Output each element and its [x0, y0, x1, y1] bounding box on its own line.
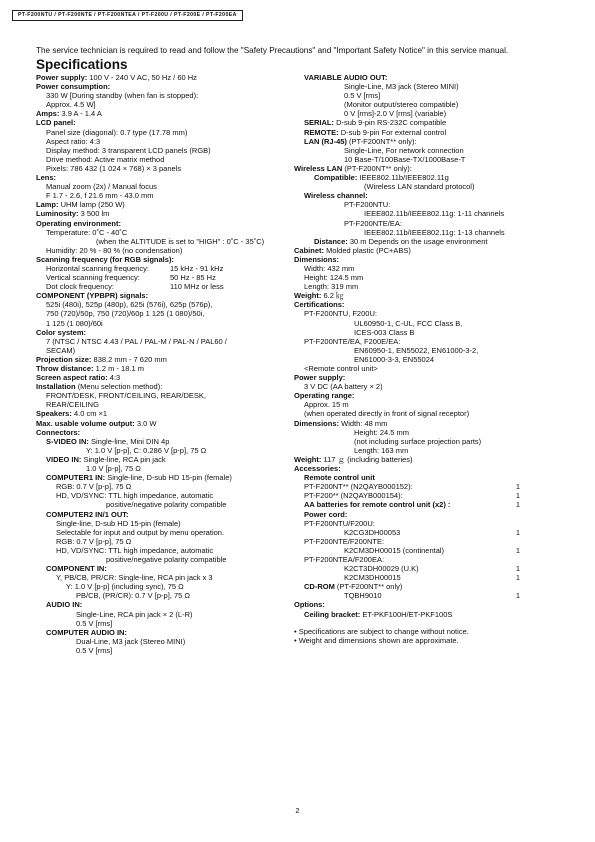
model-header-tab: PT-F200NTU / PT-F200NTE / PT-F200NTEA / PT-F200U / PT-F200E / PT-F200EA [12, 10, 243, 21]
accessory-quantity: 1 [515, 591, 520, 601]
spec-row [294, 118, 564, 127]
spec-row [294, 128, 564, 137]
spec-row [294, 73, 564, 82]
spec-label: COMPONENT IN: [46, 564, 107, 574]
spec-value: 30 m Depends on the usage environment [349, 236, 488, 246]
spec-row [36, 455, 288, 464]
spec-value: 4:3 [109, 373, 121, 383]
spec-value: 100 V - 240 V AC, 50 Hz / 60 Hz [89, 73, 197, 82]
specs-column-left [36, 73, 288, 655]
spec-row [294, 446, 564, 455]
spec-row [36, 419, 288, 428]
spec-row [294, 191, 564, 200]
spec-row [36, 482, 288, 491]
spec-value: D-sub 9-pin RS-232C compatible [336, 118, 447, 128]
spec-label: Certifications: [294, 300, 345, 310]
spec-row [36, 273, 288, 282]
spec-text: <Remote control unit> [304, 364, 378, 373]
spec-label: Distance: [314, 236, 348, 246]
spec-label: REMOTE: [304, 127, 339, 137]
spec-row [294, 582, 564, 591]
spec-row [36, 382, 288, 391]
spec-text: Humidity: 20 % - 80 % (no condensation) [46, 245, 183, 255]
spec-text: 330 W [During standby (when fan is stopped): [46, 91, 199, 101]
spec-value: (PT-F200NT** only): [349, 136, 417, 146]
spec-value: 110 MHz or less [170, 282, 224, 292]
spec-row [36, 118, 288, 127]
spec-text: PT-F200NTEA/F200EA: [304, 554, 385, 564]
spec-row [294, 228, 564, 237]
spec-text: (not including surface projection parts) [354, 436, 482, 446]
specs-column-right [294, 73, 564, 645]
spec-row [36, 591, 288, 600]
spec-value: 838.2 mm - 7 620 mm [93, 354, 167, 364]
accessory-quantity: 1 [515, 564, 520, 574]
spec-text: F 1.7 - 2.6, f 21.6 mm - 43.0 mm [46, 191, 154, 201]
spec-row [294, 464, 564, 473]
spec-row [294, 537, 564, 546]
spec-text: • Weight and dimensions shown are approximate. [294, 635, 459, 645]
spec-text: Single-Line, For network connection [344, 145, 464, 155]
spec-row [294, 473, 564, 482]
spec-text: 7 (NTSC / NTSC 4.43 / PAL / PAL-M / PAL-N / PAL60 / [46, 336, 227, 346]
spec-text: IEEE802.11b/IEEE802.11g: 1-13 channels [364, 227, 505, 237]
spec-text: UL60950-1, C-UL, FCC Class B, [354, 318, 463, 328]
spec-row [294, 246, 564, 255]
spec-row [294, 155, 564, 164]
spec-value: (PT-F200NT** only): [344, 163, 412, 173]
spec-row [294, 573, 564, 582]
spec-row [36, 200, 288, 209]
spec-row [294, 591, 564, 600]
spec-row [294, 273, 564, 282]
spec-row [36, 600, 288, 609]
spec-row [294, 391, 564, 400]
spec-text: (when operated directly in front of signal receptor) [304, 409, 470, 419]
spec-label: Weight: [294, 291, 322, 301]
spec-row [294, 182, 564, 191]
spec-value: (PT-F200NT** only) [336, 582, 403, 592]
spec-label: Throw distance: [36, 364, 94, 373]
spec-text: Panel size (diagonal): 0.7 type (17.78 mm) [46, 127, 188, 137]
spec-label: COMPONENT (YPBPR) signals: [36, 291, 149, 301]
spec-row [294, 82, 564, 91]
spec-label: Dimensions: [294, 418, 340, 428]
spec-label: Operating range: [294, 391, 355, 401]
spec-row [36, 637, 288, 646]
spec-text: PT-F200NTU/F200U: [304, 518, 375, 528]
spec-text: Aspect ratio: 4:3 [46, 136, 101, 146]
spec-text: 0.5 V [rms] [76, 645, 113, 655]
spec-text: Drive method: Active matrix method [46, 154, 165, 164]
spec-text: • Specifications are subject to change without notice. [294, 626, 469, 636]
spec-label: VIDEO IN: [46, 454, 82, 464]
spec-row [294, 346, 564, 355]
spec-row [294, 610, 564, 619]
spec-row [294, 300, 564, 309]
spec-label: LCD panel: [36, 118, 76, 128]
spec-label: Wireless LAN [294, 163, 343, 173]
spec-text: Selectable for input and output by menu operation. [56, 527, 225, 537]
spec-row [294, 146, 564, 155]
spec-text: Display method: 3 transparent LCD panels (RGB) [46, 145, 211, 155]
spec-text: positive/negative polarity compatible [106, 500, 227, 510]
spec-label: COMPUTER AUDIO IN: [46, 627, 127, 637]
spec-row [294, 400, 564, 409]
spec-label: LAN (RJ-45) [304, 136, 347, 146]
spec-text: PT-F200NTU: [344, 200, 391, 210]
spec-text: ICES-003 Class B [354, 327, 415, 337]
spec-value: D-sub 9-pin For external control [340, 127, 447, 137]
spec-key: Dot clock frequency: [46, 282, 114, 292]
spec-text: Single-Line, M3 jack (Stereo MINI) [344, 82, 459, 92]
spec-key: Horizontal scanning frequency: [46, 263, 149, 273]
spec-row [294, 373, 564, 382]
spec-row [36, 610, 288, 619]
spec-text: Approx. 15 m [304, 400, 349, 410]
spec-row [36, 555, 288, 564]
spec-row [294, 109, 564, 118]
spec-row [36, 409, 288, 418]
spec-row [36, 573, 288, 582]
spec-row [294, 409, 564, 418]
spec-text: positive/negative polarity compatible [106, 554, 227, 564]
spec-row [36, 246, 288, 255]
spec-text: HD, VD/SYNC: TTL high impedance, automatic [56, 545, 214, 555]
spec-label: SERIAL: [304, 118, 334, 128]
spec-row [294, 491, 564, 500]
accessory-quantity: 1 [515, 573, 520, 583]
accessory-item: AA batteries for remote control unit (x2) : [304, 500, 451, 510]
spec-text: Approx. 4.5 W] [46, 100, 96, 110]
spec-row [36, 319, 288, 328]
spec-text: Height: 124.5 mm [304, 273, 364, 283]
spec-row [294, 319, 564, 328]
accessory-quantity: 1 [515, 491, 520, 501]
spec-row [36, 500, 288, 509]
spec-key: Vertical scanning frequency: [46, 273, 140, 283]
spec-text: 1 125 (1 080)/60i [46, 318, 103, 328]
spec-row [294, 636, 564, 645]
spec-text: 0 V [rms]-2.0 V [rms] (variable) [344, 109, 447, 119]
accessory-item: TQBH9010 [344, 591, 382, 601]
spec-row [294, 428, 564, 437]
spec-row [294, 519, 564, 528]
spec-row [36, 364, 288, 373]
spec-value: ET-PKF100H/ET-PKF100S [362, 609, 453, 619]
spec-label: Operating environment: [36, 218, 122, 228]
spec-row [36, 219, 288, 228]
spec-row [36, 309, 288, 318]
spec-row [294, 337, 564, 346]
spec-label: Options: [294, 600, 325, 610]
spec-row [36, 619, 288, 628]
spec-row [294, 627, 564, 636]
accessory-quantity: 1 [515, 527, 520, 537]
spec-text: FRONT/DESK, FRONT/CEILING, REAR/DESK, [46, 391, 207, 401]
spec-row [36, 155, 288, 164]
spec-label: Power consumption: [36, 82, 111, 92]
spec-row [294, 355, 564, 364]
spec-row [36, 337, 288, 346]
spec-text: Y: 1.0 V [p-p], C: 0.286 V [p-p], 75 Ω [86, 445, 207, 455]
spec-row [36, 564, 288, 573]
accessory-item: PT-F200** (N2QAYB000154): [304, 491, 403, 501]
spec-label: Wireless channel: [304, 191, 368, 201]
spec-row [36, 291, 288, 300]
spec-text: PT-F200NTU, F200U: [304, 309, 377, 319]
spec-row [36, 355, 288, 364]
spec-text: EN60950-1, EN55022, EN61000-3-2, [354, 345, 479, 355]
spec-text: Manual zoom (2x) / Manual focus [46, 182, 157, 192]
spec-row [36, 328, 288, 337]
intro-text: The service technician is required to read and follow the "Safety Precautions" and "Important Safety Notice" in this service manual. [36, 46, 509, 55]
spec-row [294, 555, 564, 564]
spec-row [294, 482, 564, 491]
spec-label: S-VIDEO IN: [46, 436, 89, 446]
spec-label: Ceiling bracket: [304, 609, 361, 619]
spec-value: 3.9 A - 1.4 A [61, 109, 102, 119]
spec-label: Remote control unit [304, 473, 375, 483]
spec-text: Single-line, D-sub HD 15-pin (female) [56, 518, 181, 528]
spec-row [294, 137, 564, 146]
spec-row [36, 164, 288, 173]
accessory-quantity: 1 [515, 545, 520, 555]
spec-row [294, 264, 564, 273]
spec-row [36, 73, 288, 82]
spec-label: Max. usable volume output: [36, 418, 135, 428]
spec-row [36, 264, 288, 273]
spec-label: Cabinet: [294, 245, 324, 255]
spec-row [36, 237, 288, 246]
spec-row [36, 446, 288, 455]
spec-row [294, 282, 564, 291]
spec-row [36, 646, 288, 655]
spec-value: 1.2 m - 18.1 m [95, 364, 144, 373]
spec-text: Y: 1.0 V [p-p] (including sync), 75 Ω [66, 582, 184, 592]
spec-row [294, 500, 564, 509]
spec-label: Connectors: [36, 427, 81, 437]
spec-row [294, 237, 564, 246]
spec-text: HD, VD/SYNC: TTL high impedance, automatic [56, 491, 214, 501]
accessory-item: K2CM3DH00015 (continental) [344, 545, 445, 555]
spec-row [36, 137, 288, 146]
spec-row [294, 364, 564, 373]
spec-text: Dual-Line, M3 jack (Stereo MINI) [76, 636, 186, 646]
spec-row [36, 528, 288, 537]
spec-row [36, 391, 288, 400]
spec-text: Pixels: 786 432 (1 024 × 768) × 3 panels [46, 163, 182, 173]
spec-text: RGB: 0.7 V [p-p], 75 Ω [56, 536, 132, 546]
spec-value: 6.2 ㎏ [323, 291, 344, 301]
spec-value: 3 500 lm [80, 209, 110, 219]
spec-value: 3.0 W [136, 418, 157, 428]
spec-label: Installation [36, 382, 76, 392]
accessory-item: K2CM3DH00015 [344, 573, 401, 583]
spec-text: PT-F200NTE/F200NTE: [304, 536, 385, 546]
accessory-quantity: 1 [515, 500, 520, 510]
spec-row [36, 491, 288, 500]
spec-text: 0.5 V [rms] [344, 91, 381, 101]
spec-value: Molded plastic (PC+ABS) [326, 245, 411, 255]
spec-text: Single-Line, RCA pin jack × 2 (L-R) [76, 609, 193, 619]
spec-row [36, 519, 288, 528]
spec-text: EN61000-3-3, EN55024 [354, 354, 435, 364]
spec-text: 525i (480i), 525p (480p), 625i (576i), 625p (576p), [46, 300, 213, 310]
spec-row [294, 255, 564, 264]
spec-label: Speakers: [36, 409, 72, 419]
spec-row [36, 428, 288, 437]
spec-label: VARIABLE AUDIO OUT: [304, 73, 388, 82]
spec-value: Single-line, RCA pin jack [83, 454, 166, 464]
spec-row [294, 91, 564, 100]
spec-label: Color system: [36, 327, 87, 337]
spec-row [36, 546, 288, 555]
spec-text: 10 Base-T/100Base-TX/1000Base-T [344, 154, 466, 164]
spec-text: (Wireless LAN standard protocol) [364, 182, 475, 192]
spec-label: Screen aspect ratio: [36, 373, 108, 383]
accessory-item: PT-F200NT** (N2QAYB000152): [304, 482, 413, 492]
spec-text: PT-F200NTE/EA, F200E/EA: [304, 336, 401, 346]
spec-row [294, 100, 564, 109]
page-number: 2 [295, 806, 300, 815]
spec-row [294, 455, 564, 464]
spec-row [294, 510, 564, 519]
spec-row [36, 464, 288, 473]
spec-label: Lens: [36, 173, 57, 183]
spec-row [294, 437, 564, 446]
spec-row [294, 209, 564, 218]
spec-text: PB/CB, (PR/CR): 0.7 V [p-p], 75 Ω [76, 591, 190, 601]
spec-value: Single-line, Mini DIN 4p [91, 436, 170, 446]
spec-row [294, 291, 564, 300]
spec-label: AUDIO IN: [46, 600, 83, 610]
spec-label: CD-ROM [304, 582, 335, 592]
spec-row [294, 419, 564, 428]
spec-text: Length: 163 mm [354, 445, 409, 455]
spec-row [294, 528, 564, 537]
spec-text: SECAM) [46, 345, 76, 355]
spec-row [36, 400, 288, 409]
spec-row [36, 373, 288, 382]
spec-label: Weight: [294, 454, 322, 464]
spec-value: Width: 48 mm [341, 418, 388, 428]
spec-label: Power supply: [294, 373, 346, 383]
spec-label: Projection size: [36, 354, 92, 364]
spec-text: 3 V DC (AA battery × 2) [304, 382, 383, 392]
spec-label: Dimensions: [294, 254, 340, 264]
spec-row [294, 219, 564, 228]
spec-row [36, 191, 288, 200]
spec-text: REAR/CEILING [46, 400, 99, 410]
spec-row [36, 173, 288, 182]
spec-row [36, 146, 288, 155]
spec-label: Power supply: [36, 73, 88, 82]
spec-text: Temperature: 0˚C - 40˚C [46, 227, 128, 237]
spec-row [294, 200, 564, 209]
spec-value: IEEE802.11b/IEEE802.11g [359, 173, 449, 183]
spec-value: 117 ｇ (including batteries) [323, 454, 413, 464]
spec-text: 0.5 V [rms] [76, 618, 113, 628]
spec-value: 50 Hz - 85 Hz [170, 273, 216, 283]
accessory-item: K2CG3DH00053 [344, 527, 401, 537]
accessory-quantity: 1 [515, 482, 520, 492]
spec-row [294, 564, 564, 573]
spec-row [36, 228, 288, 237]
spec-label: Accessories: [294, 464, 341, 474]
spec-text: Height: 24.5 mm [354, 427, 410, 437]
spec-row [36, 109, 288, 118]
spec-row [36, 510, 288, 519]
spec-row [36, 91, 288, 100]
spec-row [36, 255, 288, 264]
spec-row [294, 600, 564, 609]
spec-label: Scanning frequency (for RGB signals): [36, 254, 174, 264]
spacer [294, 619, 564, 627]
spec-row [36, 437, 288, 446]
spec-value: 4.0 cm ×1 [73, 409, 108, 419]
spec-row [36, 182, 288, 191]
spec-row [36, 582, 288, 591]
spec-value: 15 kHz - 91 kHz [170, 263, 224, 273]
spec-text: Y, PB/CB, PR/CR: Single-line, RCA pin jack x 3 [56, 573, 213, 583]
spec-label: COMPUTER1 IN: [46, 473, 106, 483]
spec-row [36, 82, 288, 91]
spec-row [294, 328, 564, 337]
accessory-item: K2CT3DH00029 (U.K) [344, 564, 419, 574]
spec-text: IEEE802.11b/IEEE802.11g: 1-11 channels [364, 209, 505, 219]
spec-label: Power cord: [304, 509, 348, 519]
spec-row [36, 346, 288, 355]
spec-row [36, 300, 288, 309]
spec-row [36, 209, 288, 218]
spec-label: Amps: [36, 109, 60, 119]
spec-label: Lamp: [36, 200, 59, 210]
spec-value: (Menu selection method): [77, 382, 163, 392]
spec-text: Length: 319 mm [304, 282, 359, 292]
spec-text: (when the ALTITUDE is set to "HIGH" : 0˚C - 35˚C) [96, 236, 265, 246]
spec-text: 750 (720)/50p, 750 (720)/60p 1 125 (1 080)/50i, [46, 309, 205, 319]
spec-row [294, 309, 564, 318]
spec-row [36, 473, 288, 482]
spec-text: PT-F200NTE/EA: [344, 218, 402, 228]
spec-row [294, 164, 564, 173]
spec-row [36, 282, 288, 291]
spec-row [294, 546, 564, 555]
spec-text: (Monitor output/stereo compatible) [344, 100, 459, 110]
spec-value: Single-line, D-sub HD 15-pin (female) [107, 473, 232, 483]
spec-row [36, 100, 288, 109]
spec-text: Width: 432 mm [304, 263, 355, 273]
spec-row [36, 537, 288, 546]
spec-label: Luminosity: [36, 209, 79, 219]
page-title: Specifications [36, 57, 128, 72]
spec-text: 1.0 V [p-p], 75 Ω [86, 464, 141, 474]
spec-value: UHM lamp (250 W) [60, 200, 125, 210]
spec-label: Compatible: [314, 173, 358, 183]
spec-text: RGB: 0.7 V [p-p], 75 Ω [56, 482, 132, 492]
spec-row [36, 628, 288, 637]
spec-row [294, 173, 564, 182]
spec-label: COMPUTER2 IN/1 OUT: [46, 509, 129, 519]
spec-row [36, 128, 288, 137]
spec-row [294, 382, 564, 391]
